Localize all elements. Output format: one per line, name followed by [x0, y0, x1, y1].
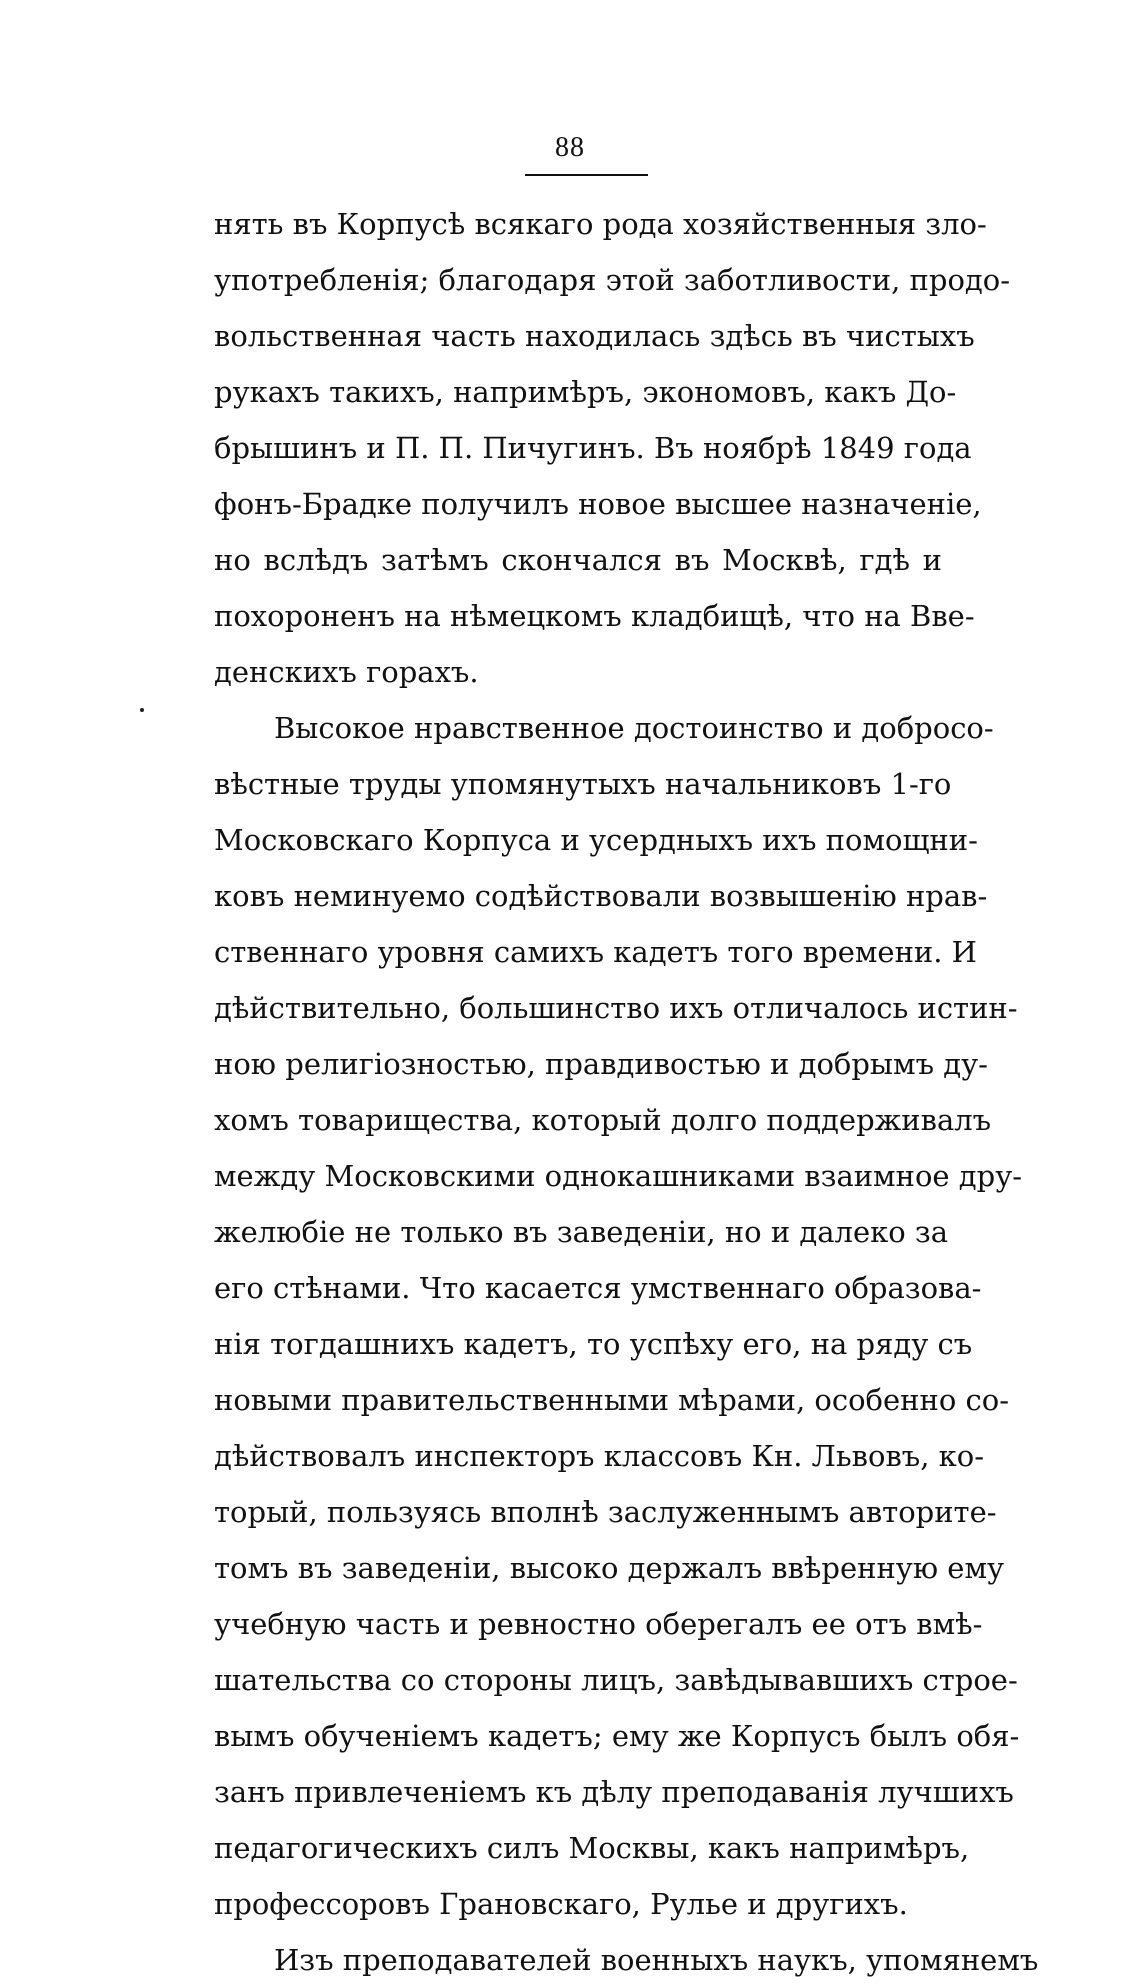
text-line: употребленія; благодаря этой заботливости, продо-	[214, 263, 1011, 297]
text-line: профессоровъ Грановскаго, Рулье и другихъ.	[214, 1887, 908, 1921]
text-line: желюбіе не только въ заведеніи, но и далеко за	[214, 1215, 949, 1249]
text-line: но вслѣдъ затѣмъ скончался въ Москвѣ, гдѣ и	[214, 543, 942, 577]
header-rule	[525, 174, 648, 176]
text-line: рукахъ такихъ, напримѣръ, экономовъ, какъ До-	[214, 375, 957, 409]
text-line: нять въ Корпусѣ всякаго рода хозяйственныя зло-	[214, 207, 987, 241]
text-line: Московскаго Корпуса и усердныхъ ихъ помощни-	[214, 823, 978, 857]
text-line: дѣйствовалъ инспекторъ классовъ Кн. Львовъ, ко-	[214, 1439, 985, 1473]
text-line: похороненъ на нѣмецкомъ кладбищѣ, что на Вве-	[214, 599, 975, 633]
text-line: томъ въ заведеніи, высоко держалъ ввѣренную ему	[214, 1551, 1005, 1585]
text-line: Высокое нравственное достоинство и добросо-	[274, 711, 994, 745]
text-line: вольственная часть находилась здѣсь въ чистыхъ	[214, 319, 975, 353]
text-line: его стѣнами. Что касается умственнаго образова-	[214, 1271, 982, 1305]
text-line: между Московскими однокашниками взаимное дру-	[214, 1159, 1023, 1193]
text-line: вымъ обученіемъ кадетъ; ему же Корпусъ былъ обя-	[214, 1719, 1020, 1753]
text-line: ною религіозностью, правдивостью и добрымъ ду-	[214, 1047, 988, 1081]
text-line: брышинъ и П. П. Пичугинъ. Въ ноябрѣ 1849 года	[214, 431, 972, 465]
text-line: денскихъ горахъ.	[214, 655, 479, 689]
text-line: новыми правительственными мѣрами, особенно со-	[214, 1383, 1010, 1417]
page-number: 88	[555, 132, 585, 163]
text-line: фонъ-Брадке получилъ новое высшее назначеніе,	[214, 487, 982, 521]
text-line: педагогическихъ силъ Москвы, какъ напримѣръ,	[214, 1831, 970, 1865]
text-line: ковъ неминуемо содѣйствовали возвышенію нрав-	[214, 879, 988, 913]
scan-speck	[140, 708, 144, 712]
text-line: учебную часть и ревностно оберегалъ ее отъ вмѣ-	[214, 1607, 983, 1641]
text-line: ственнаго уровня самихъ кадетъ того времени. И	[214, 935, 977, 969]
text-line: хомъ товарищества, который долго поддерживалъ	[214, 1103, 992, 1137]
text-line: Изъ преподавателей военныхъ наукъ, упомянемъ	[274, 1943, 1039, 1977]
text-line: шательства со стороны лицъ, завѣдывавшихъ строе-	[214, 1663, 1018, 1697]
text-line: занъ привлеченіемъ къ дѣлу преподаванія лучшихъ	[214, 1775, 1014, 1809]
body-text	[214, 196, 1039, 1988]
text-line: дѣйствительно, большинство ихъ отличалось истин-	[214, 991, 1018, 1025]
text-line: торый, пользуясь вполнѣ заслуженнымъ авторите-	[214, 1495, 997, 1529]
text-line: нія тогдашнихъ кадетъ, то успѣху его, на ряду съ	[214, 1327, 973, 1361]
text-line: вѣстные труды упомянутыхъ начальниковъ 1-го	[214, 767, 952, 801]
